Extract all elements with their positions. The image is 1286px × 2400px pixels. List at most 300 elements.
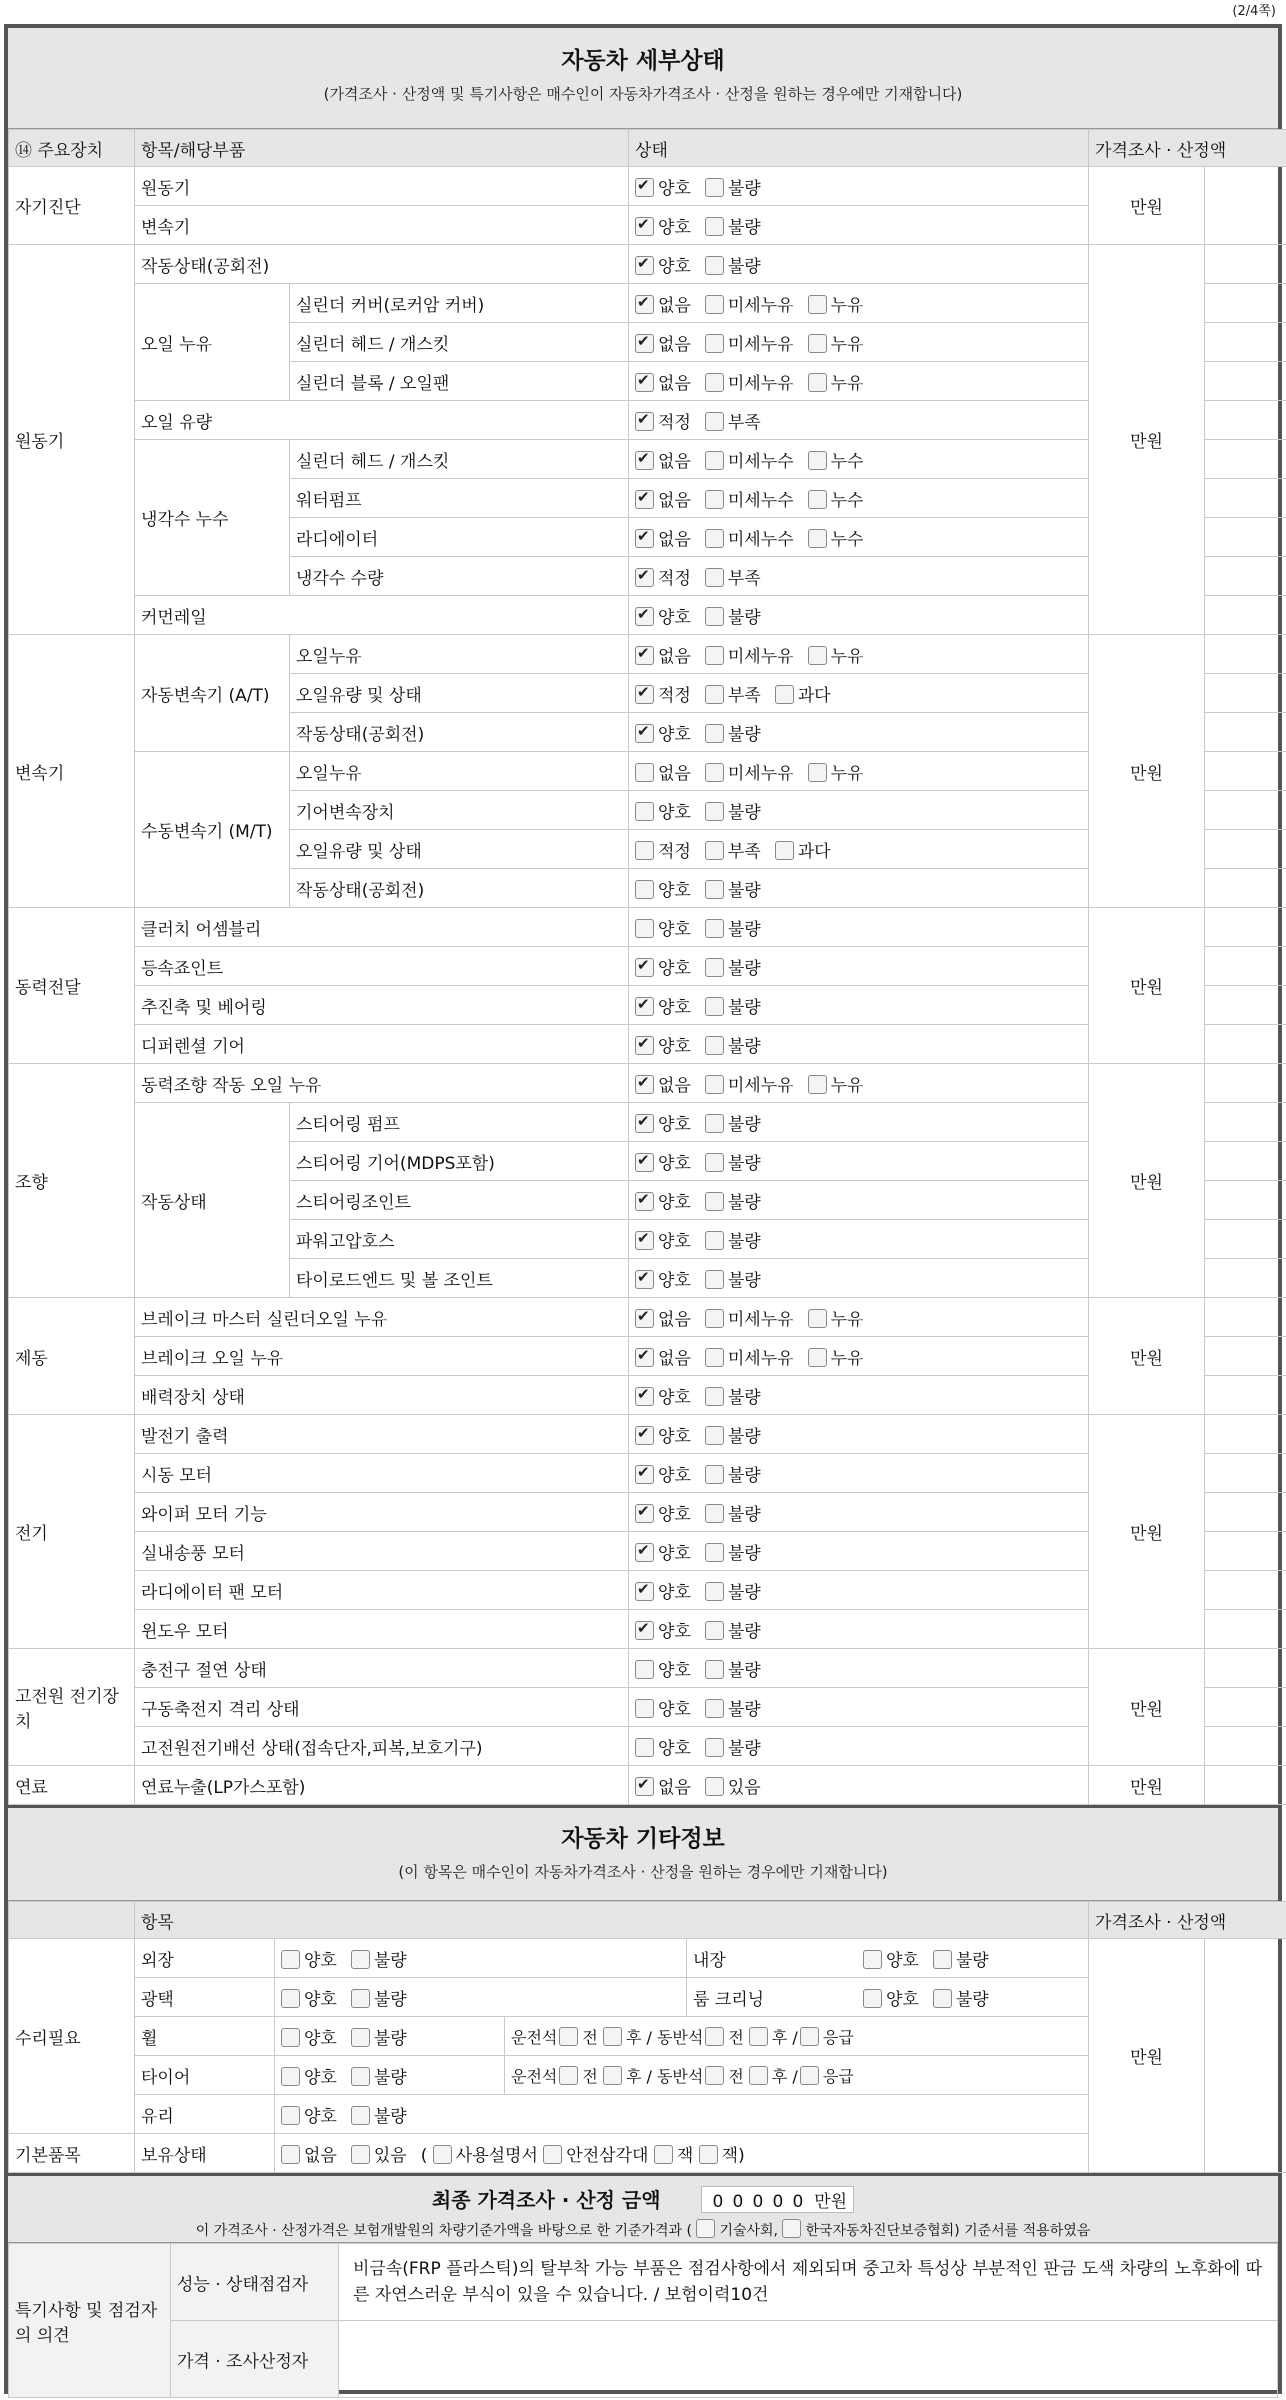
checkbox[interactable] xyxy=(433,2145,452,2164)
price-input[interactable] xyxy=(1205,1571,1286,1610)
group-power-transmission: 동력전달 xyxy=(9,908,135,1064)
checkbox[interactable] xyxy=(705,685,724,704)
group-steering: 조향 xyxy=(9,1064,135,1298)
wheel-position-cell: 운전석 전 후 / 동반석 전 후 / 응급 xyxy=(505,2017,1089,2056)
group-basic-items: 기본품목 xyxy=(9,2134,135,2173)
checkbox[interactable] xyxy=(782,2219,801,2238)
final-price-box xyxy=(701,2186,854,2213)
price-input[interactable] xyxy=(1205,1939,1286,2173)
item-interior: 내장 xyxy=(693,1950,726,1971)
checkbox[interactable] xyxy=(281,2145,300,2164)
checkbox[interactable] xyxy=(635,841,654,860)
item-label: 와이퍼 모터 기능 xyxy=(135,1493,629,1532)
state-cell: 양호 불량 xyxy=(629,1649,1089,1688)
checkbox[interactable] xyxy=(808,1075,827,1094)
price-input[interactable] xyxy=(1205,1259,1286,1298)
checkbox[interactable] xyxy=(705,1270,724,1289)
state-cell: ✔ 없음 미세누유 누유 xyxy=(629,1337,1089,1376)
remarks-table xyxy=(8,2243,1278,2398)
checkbox[interactable] xyxy=(808,295,827,314)
checkbox-checked[interactable] xyxy=(635,1309,654,1328)
price-input[interactable] xyxy=(1205,752,1286,791)
item-label: 브레이크 오일 누유 xyxy=(135,1337,629,1376)
checkbox[interactable] xyxy=(543,2145,562,2164)
checkbox-checked[interactable] xyxy=(635,1504,654,1523)
group-brake: 제동 xyxy=(9,1298,135,1415)
checkbox[interactable] xyxy=(808,763,827,782)
state-cell: ✔ 양호 불량 xyxy=(629,1259,1089,1298)
state-cell: 양호 불량 xyxy=(275,1939,687,1978)
other-info-table xyxy=(8,1901,1286,2173)
price-digit: 0 xyxy=(712,2192,724,2212)
checkbox-checked[interactable] xyxy=(635,1036,654,1055)
subgroup-auto-transmission: 자동변속기 (A/T) xyxy=(135,635,290,752)
checkbox-checked[interactable] xyxy=(635,1582,654,1601)
checkbox[interactable] xyxy=(705,1660,724,1679)
price-input[interactable] xyxy=(1205,245,1286,284)
state-cell: 양호 불량 xyxy=(629,791,1089,830)
state-cell: ✔ 양호 불량 xyxy=(629,167,1089,206)
price-input[interactable] xyxy=(1205,1415,1286,1454)
checkbox[interactable] xyxy=(705,1504,724,1523)
checkbox-checked[interactable] xyxy=(635,568,654,587)
checkbox[interactable] xyxy=(749,2066,768,2085)
price-input[interactable] xyxy=(1205,1688,1286,1727)
price-input[interactable] xyxy=(1205,1181,1286,1220)
checkbox[interactable] xyxy=(705,1621,724,1640)
col-price: 가격조사 · 산정액 xyxy=(1089,130,1286,167)
checkbox[interactable] xyxy=(635,880,654,899)
checkbox[interactable] xyxy=(808,1348,827,1367)
checkbox[interactable] xyxy=(775,685,794,704)
checkbox[interactable] xyxy=(696,2219,715,2238)
checkbox-checked[interactable] xyxy=(635,1270,654,1289)
section1-header xyxy=(8,28,1278,129)
state-cell: ✔ 양호 불량 xyxy=(629,1103,1089,1142)
state-cell: ✔ 양호 불량 xyxy=(629,206,1089,245)
checkbox[interactable] xyxy=(800,2066,819,2085)
checkbox-checked[interactable] xyxy=(635,412,654,431)
subgroup-coolant-leak: 냉각수 누수 xyxy=(135,440,290,596)
item-glass: 유리 xyxy=(135,2095,275,2134)
state-cell: ✔ 양호 불량 xyxy=(629,1025,1089,1064)
item-label: 변속기 xyxy=(135,206,629,245)
state-cell: ✔ 양호 불량 xyxy=(629,713,1089,752)
checkbox[interactable] xyxy=(603,2027,622,2046)
checkbox[interactable] xyxy=(705,763,724,782)
checkbox[interactable] xyxy=(559,2027,578,2046)
checkbox[interactable] xyxy=(654,2145,673,2164)
checkbox[interactable] xyxy=(933,1950,952,1969)
checkbox-checked[interactable] xyxy=(635,1075,654,1094)
checkbox[interactable] xyxy=(705,1114,724,1133)
checkbox[interactable] xyxy=(635,763,654,782)
price-input[interactable] xyxy=(1205,440,1286,479)
checkbox-checked[interactable] xyxy=(635,1543,654,1562)
price-input[interactable] xyxy=(1205,557,1286,596)
checkbox[interactable] xyxy=(351,2145,370,2164)
item-label: 실린더 블록 / 오일팬 xyxy=(290,362,629,401)
checkbox[interactable] xyxy=(800,2027,819,2046)
item-room-cleaning: 룸 크리닝 xyxy=(693,1989,765,2010)
state-cell: 없음 미세누유 누유 xyxy=(629,752,1089,791)
state-cell: ✔ 없음 있음 xyxy=(629,1766,1089,1805)
price-input[interactable] xyxy=(1205,908,1286,947)
state-cell: ✔ 적정 부족 xyxy=(629,401,1089,440)
price-input[interactable] xyxy=(1205,167,1286,245)
item-label: 클러치 어셈블리 xyxy=(135,908,629,947)
subgroup-oil-leak: 오일 누유 xyxy=(135,284,290,401)
state-cell: ✔ 양호 불량 xyxy=(629,1142,1089,1181)
state-cell: 양호 불량 xyxy=(629,869,1089,908)
section2-title: 자동차 기타정보 xyxy=(561,1826,725,1852)
checkbox[interactable] xyxy=(635,919,654,938)
state-cell: 양호 불량 xyxy=(275,2017,505,2056)
checkbox[interactable] xyxy=(863,1989,882,2008)
item-label: 실린더 커버(로커암 커버) xyxy=(290,284,629,323)
checkbox-checked[interactable] xyxy=(635,178,654,197)
price-input[interactable] xyxy=(1205,1376,1286,1415)
price-unit: 만원 xyxy=(1089,245,1205,635)
checkbox[interactable] xyxy=(705,646,724,665)
checkbox[interactable] xyxy=(705,1348,724,1367)
checkbox[interactable] xyxy=(705,1036,724,1055)
checkbox[interactable] xyxy=(705,1192,724,1211)
checkbox[interactable] xyxy=(705,256,724,275)
checkbox[interactable] xyxy=(808,490,827,509)
checkbox-checked[interactable] xyxy=(635,724,654,743)
checkbox[interactable] xyxy=(705,490,724,509)
item-label: 스티어링조인트 xyxy=(290,1181,629,1220)
state-cell: ✔ 양호 불량 xyxy=(629,1532,1089,1571)
state-cell: 양호 불량 xyxy=(275,2095,1089,2134)
checkbox[interactable] xyxy=(351,2067,370,2086)
item-label: 워터펌프 xyxy=(290,479,629,518)
price-input[interactable] xyxy=(1205,1064,1286,1103)
item-label: 기어변속장치 xyxy=(290,791,629,830)
checkbox[interactable] xyxy=(705,1699,724,1718)
remarks-inspector-text[interactable]: 비금속(FRP 플라스틱)의 탈부착 가능 부품은 점검사항에서 제외되며 중고차 특성상 부분적인 판금 도색 차량의 노후화에 따른 자연스러운 부식이 있을 수 있습니다. / 보험이력10건 xyxy=(339,2244,1278,2321)
state-cell: 적정 부족 과다 xyxy=(629,830,1089,869)
checkbox-checked[interactable] xyxy=(635,1114,654,1133)
price-digit: 0 xyxy=(752,2192,764,2212)
checkbox-checked[interactable] xyxy=(635,373,654,392)
price-input[interactable] xyxy=(1205,1103,1286,1142)
checkbox[interactable] xyxy=(351,2106,370,2125)
checkbox[interactable] xyxy=(281,2067,300,2086)
checkbox-checked[interactable] xyxy=(635,1777,654,1796)
checkbox-checked[interactable] xyxy=(635,1621,654,1640)
item-label: 실린더 헤드 / 개스킷 xyxy=(290,440,629,479)
owned-state-cell: 없음 있음 ( 사용설명서 안전삼각대 잭 잭) xyxy=(275,2134,1089,2173)
detail-status-table xyxy=(8,129,1286,1805)
checkbox-checked[interactable] xyxy=(635,451,654,470)
checkbox[interactable] xyxy=(705,841,724,860)
price-input[interactable] xyxy=(1205,1025,1286,1064)
page-number: (2/4쪽) xyxy=(1232,4,1276,19)
item-label: 커먼레일 xyxy=(135,596,629,635)
item-label: 작동상태(공회전) xyxy=(290,713,629,752)
price-input[interactable] xyxy=(1205,1610,1286,1649)
checkbox[interactable] xyxy=(705,1075,724,1094)
checkbox[interactable] xyxy=(775,841,794,860)
state-cell: ✔ 없음 미세누유 누유 xyxy=(629,1298,1089,1337)
section1-subtitle: (가격조사 · 산정액 및 특기사항은 매수인이 자동차가격조사 · 산정을 원하는 경우에만 기재합니다) xyxy=(323,85,963,103)
price-unit: 만원 xyxy=(1089,167,1205,245)
checkbox[interactable] xyxy=(808,451,827,470)
checkbox[interactable] xyxy=(559,2066,578,2085)
state-cell: ✔ 적정 부족 과다 xyxy=(629,674,1089,713)
checkbox[interactable] xyxy=(351,1989,370,2008)
price-unit: 만원 xyxy=(1089,908,1205,1064)
item-label: 등속죠인트 xyxy=(135,947,629,986)
price-input[interactable] xyxy=(1205,713,1286,752)
price-input[interactable] xyxy=(1205,1493,1286,1532)
checkbox-checked[interactable] xyxy=(635,217,654,236)
checkbox[interactable] xyxy=(281,1950,300,1969)
checkbox[interactable] xyxy=(635,1660,654,1679)
checkbox[interactable] xyxy=(281,2106,300,2125)
item-label: 오일누유 xyxy=(290,752,629,791)
item-label: 오일누유 xyxy=(290,635,629,674)
checkbox[interactable] xyxy=(705,1309,724,1328)
checkbox[interactable] xyxy=(705,880,724,899)
price-input[interactable] xyxy=(1205,791,1286,830)
checkbox[interactable] xyxy=(705,2027,724,2046)
section2-subtitle: (이 항목은 매수인이 자동차가격조사 · 산정을 원하는 경우에만 기재합니다) xyxy=(398,1863,888,1881)
final-note-opt1: 기술사회, xyxy=(719,2223,778,2239)
price-unit: 만원 xyxy=(1089,1298,1205,1415)
checkbox[interactable] xyxy=(705,373,724,392)
item-label: 냉각수 수량 xyxy=(290,557,629,596)
checkbox[interactable] xyxy=(351,1950,370,1969)
checkbox[interactable] xyxy=(705,295,724,314)
checkbox[interactable] xyxy=(705,958,724,977)
section2-header xyxy=(8,1805,1278,1901)
checkbox-checked[interactable] xyxy=(635,1465,654,1484)
checkbox-checked[interactable] xyxy=(635,1348,654,1367)
price-unit: 만원 xyxy=(1089,1939,1205,2173)
checkbox[interactable] xyxy=(808,529,827,548)
price-input[interactable] xyxy=(1205,1142,1286,1181)
state-cell: ✔ 없음 미세누수 누수 xyxy=(629,518,1089,557)
checkbox[interactable] xyxy=(705,1582,724,1601)
checkbox[interactable] xyxy=(705,724,724,743)
item-owned: 보유상태 xyxy=(135,2134,275,2173)
checkbox[interactable] xyxy=(705,997,724,1016)
price-digit: 0 xyxy=(792,2192,804,2212)
price-unit: 만원 xyxy=(1089,1766,1205,1805)
item-label: 발전기 출력 xyxy=(135,1415,629,1454)
checkbox[interactable] xyxy=(705,529,724,548)
item-label: 배력장치 상태 xyxy=(135,1376,629,1415)
price-input[interactable] xyxy=(1205,869,1286,908)
checkbox[interactable] xyxy=(603,2066,622,2085)
state-cell: 양호 불량 xyxy=(275,2056,505,2095)
price-input[interactable] xyxy=(1205,323,1286,362)
section1-title: 자동차 세부상태 xyxy=(561,48,725,74)
state-cell: ✔ 없음 미세누유 누유 xyxy=(629,284,1089,323)
group-repair-needed: 수리필요 xyxy=(9,1939,135,2134)
item-label: 파워고압호스 xyxy=(290,1220,629,1259)
item-label: 오일 유량 xyxy=(135,401,629,440)
price-input[interactable] xyxy=(1205,1766,1286,1805)
checkbox[interactable] xyxy=(808,1309,827,1328)
item-label: 브레이크 마스터 실린더오일 누유 xyxy=(135,1298,629,1337)
checkbox-checked[interactable] xyxy=(635,958,654,977)
price-input[interactable] xyxy=(1205,1532,1286,1571)
price-input[interactable] xyxy=(1205,479,1286,518)
group-electric: 전기 xyxy=(9,1415,135,1649)
item-label: 충전구 절연 상태 xyxy=(135,1649,629,1688)
state-cell: ✔ 없음 미세누유 누유 xyxy=(629,323,1089,362)
checkbox-checked[interactable] xyxy=(635,685,654,704)
checkbox-checked[interactable] xyxy=(635,1426,654,1445)
checkbox[interactable] xyxy=(699,2145,718,2164)
item-tire: 타이어 xyxy=(135,2056,275,2095)
subgroup-manual-transmission: 수동변속기 (M/T) xyxy=(135,752,290,908)
price-input[interactable] xyxy=(1205,1454,1286,1493)
price-unit: 만원 xyxy=(1089,1415,1205,1649)
price-input[interactable] xyxy=(1205,947,1286,986)
checkbox[interactable] xyxy=(705,178,724,197)
price-input[interactable] xyxy=(1205,635,1286,674)
checkbox[interactable] xyxy=(705,412,724,431)
item-label: 실린더 헤드 / 개스킷 xyxy=(290,323,629,362)
price-input[interactable] xyxy=(1205,830,1286,869)
item-label: 오일유량 및 상태 xyxy=(290,674,629,713)
final-price-unit: 만원 xyxy=(814,2192,848,2212)
checkbox-checked[interactable] xyxy=(635,295,654,314)
state-cell: 양호 불량 xyxy=(629,1688,1089,1727)
subgroup-steering-operation: 작동상태 xyxy=(135,1103,290,1298)
price-input[interactable] xyxy=(1205,1298,1286,1337)
col-price: 가격조사 · 산정액 xyxy=(1089,1902,1286,1939)
checkbox-checked[interactable] xyxy=(635,334,654,353)
price-input[interactable] xyxy=(1205,1649,1286,1688)
state-cell: ✔ 양호 불량 xyxy=(629,1181,1089,1220)
checkbox[interactable] xyxy=(705,1387,724,1406)
checkbox[interactable] xyxy=(705,334,724,353)
col-empty xyxy=(9,1902,135,1939)
checkbox[interactable] xyxy=(705,217,724,236)
price-unit: 만원 xyxy=(1089,1064,1205,1298)
item-gloss: 광택 xyxy=(135,1978,275,2017)
remarks-appraiser-label: 가격 · 조사산정자 xyxy=(171,2321,339,2398)
item-label: 고전원전기배선 상태(접속단자,피복,보호기구) xyxy=(135,1727,629,1766)
price-input[interactable] xyxy=(1205,518,1286,557)
checkbox[interactable] xyxy=(705,919,724,938)
state-cell: ✔ 양호 불량 xyxy=(629,245,1089,284)
checkbox-checked[interactable] xyxy=(635,1387,654,1406)
checkbox-checked[interactable] xyxy=(635,529,654,548)
checkbox[interactable] xyxy=(705,1543,724,1562)
checkbox-checked[interactable] xyxy=(635,1153,654,1172)
checkbox[interactable] xyxy=(808,334,827,353)
checkbox[interactable] xyxy=(808,373,827,392)
state-cell: ✔ 양호 불량 xyxy=(629,1610,1089,1649)
checkbox[interactable] xyxy=(281,1989,300,2008)
price-input[interactable] xyxy=(1205,362,1286,401)
checkbox[interactable] xyxy=(705,1738,724,1757)
checkbox[interactable] xyxy=(863,1950,882,1969)
item-label: 연료누출(LP가스포함) xyxy=(135,1766,629,1805)
group-transmission: 변속기 xyxy=(9,635,135,908)
group-self-diagnosis: 자기진단 xyxy=(9,167,135,245)
checkbox[interactable] xyxy=(933,1989,952,2008)
checkbox-checked[interactable] xyxy=(635,607,654,626)
remarks-label: 특기사항 및 점검자의 의견 xyxy=(9,2244,171,2398)
inspection-form xyxy=(4,24,1282,2394)
price-input[interactable] xyxy=(1205,596,1286,635)
checkbox-checked[interactable] xyxy=(635,256,654,275)
checkbox[interactable] xyxy=(705,607,724,626)
checkbox[interactable] xyxy=(705,2066,724,2085)
item-label: 원동기 xyxy=(135,167,629,206)
price-input[interactable] xyxy=(1205,1220,1286,1259)
state-cell: 양호 불량 xyxy=(275,1978,687,2017)
checkbox[interactable] xyxy=(705,568,724,587)
checkbox[interactable] xyxy=(635,802,654,821)
state-cell: ✔ 양호 불량 xyxy=(629,947,1089,986)
state-cell: ✔ 없음 미세누수 누수 xyxy=(629,440,1089,479)
checkbox[interactable] xyxy=(749,2027,768,2046)
checkbox[interactable] xyxy=(705,1465,724,1484)
checkbox[interactable] xyxy=(705,1777,724,1796)
price-input[interactable] xyxy=(1205,1727,1286,1766)
checkbox[interactable] xyxy=(351,2028,370,2047)
price-input[interactable] xyxy=(1205,284,1286,323)
state-cell: ✔ 없음 미세누유 누유 xyxy=(629,1064,1089,1103)
state-cell: ✔ 양호 불량 xyxy=(629,596,1089,635)
remarks-inspector-label: 성능 · 상태점검자 xyxy=(171,2244,339,2321)
price-input[interactable] xyxy=(1205,1337,1286,1376)
checkbox-checked[interactable] xyxy=(635,490,654,509)
item-label: 시동 모터 xyxy=(135,1454,629,1493)
checkbox[interactable] xyxy=(705,1231,724,1250)
item-label: 추진축 및 베어링 xyxy=(135,986,629,1025)
checkbox[interactable] xyxy=(705,451,724,470)
checkbox-checked[interactable] xyxy=(635,1231,654,1250)
price-input[interactable] xyxy=(1205,401,1286,440)
final-price-section xyxy=(8,2173,1278,2243)
price-digit: 0 xyxy=(772,2192,784,2212)
tire-position-cell: 운전석 전 후 / 동반석 전 후 / 응급 xyxy=(505,2056,1089,2095)
checkbox[interactable] xyxy=(635,1738,654,1757)
item-label: 오일유량 및 상태 xyxy=(290,830,629,869)
checkbox-checked[interactable] xyxy=(635,1192,654,1211)
item-interior-cell: 내장 양호 불량 xyxy=(687,1939,1089,1978)
price-input[interactable] xyxy=(1205,674,1286,713)
checkbox[interactable] xyxy=(281,2028,300,2047)
checkbox-checked[interactable] xyxy=(635,646,654,665)
checkbox[interactable] xyxy=(705,1153,724,1172)
col-main-device: ⑭ 주요장치 xyxy=(9,130,135,167)
price-unit: 만원 xyxy=(1089,635,1205,908)
state-cell: 양호 불량 xyxy=(629,908,1089,947)
checkbox[interactable] xyxy=(705,802,724,821)
checkbox[interactable] xyxy=(705,1426,724,1445)
checkbox-checked[interactable] xyxy=(635,997,654,1016)
state-cell: ✔ 양호 불량 xyxy=(629,1571,1089,1610)
checkbox[interactable] xyxy=(635,1699,654,1718)
price-input[interactable] xyxy=(1205,986,1286,1025)
remarks-appraiser-text[interactable] xyxy=(339,2321,1278,2398)
state-cell: ✔ 양호 불량 xyxy=(629,1493,1089,1532)
item-label: 동력조향 작동 오일 누유 xyxy=(135,1064,629,1103)
checkbox[interactable] xyxy=(808,646,827,665)
item-label: 스티어링 펌프 xyxy=(290,1103,629,1142)
